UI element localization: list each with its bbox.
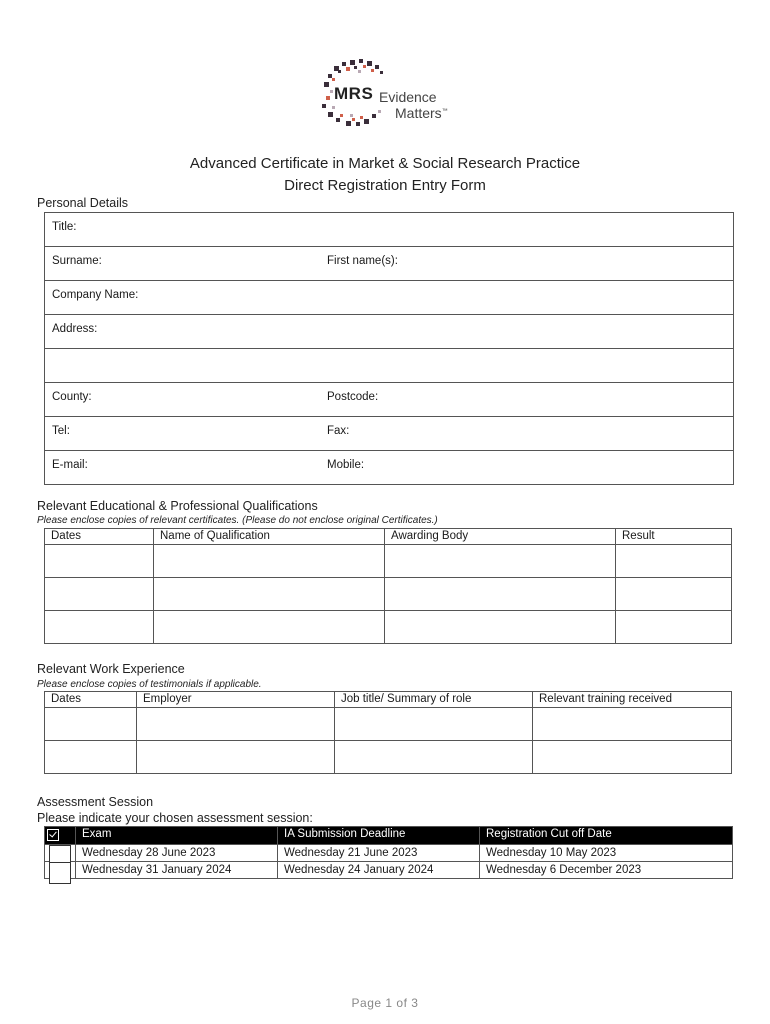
firstname-label[interactable]: First name(s): [327, 255, 398, 267]
col-employer: Employer [137, 692, 335, 708]
email-mobile-row [45, 451, 733, 484]
cutoff-date: Wednesday 6 December 2023 [480, 862, 733, 879]
session-checkbox-cell [45, 862, 76, 879]
col-dates: Dates [45, 692, 137, 708]
address-label: Address: [52, 323, 98, 335]
col-cutoff: Registration Cut off Date [480, 827, 733, 845]
table-row [45, 545, 732, 578]
address-field[interactable] [45, 315, 733, 349]
session-checkbox-cell [45, 845, 76, 862]
session-checkbox-2[interactable] [49, 862, 71, 884]
county-postcode-row [45, 383, 733, 417]
table-cell[interactable] [616, 611, 732, 644]
qualifications-table [44, 528, 732, 644]
table-cell[interactable] [616, 545, 732, 578]
address-field-line-2[interactable] [45, 349, 733, 383]
work-heading: Relevant Work Experience [37, 662, 185, 676]
surname-label[interactable]: Surname: [52, 255, 102, 267]
mrs-logo [314, 56, 454, 130]
tel-fax-row [45, 417, 733, 451]
fax-label[interactable]: Fax: [327, 425, 350, 437]
personal-details-heading: Personal Details [37, 196, 129, 210]
personal-details-box [44, 212, 734, 485]
table-header-row [45, 692, 732, 708]
table-cell[interactable] [385, 545, 616, 578]
table-row [45, 845, 733, 862]
table-cell[interactable] [154, 578, 385, 611]
table-row [45, 578, 732, 611]
name-row [45, 247, 733, 281]
tel-label[interactable]: Tel: [52, 425, 70, 437]
col-dates: Dates [45, 529, 154, 545]
col-job-title: Job title/ Summary of role [335, 692, 533, 708]
header-check-cell [45, 827, 76, 845]
assessment-instruction: Please indicate your chosen assessment session: [37, 811, 313, 825]
table-cell[interactable] [533, 708, 732, 741]
logo-tagline-2: Matters™ [395, 105, 448, 121]
title-field[interactable] [45, 213, 733, 247]
col-exam: Exam [76, 827, 278, 845]
table-row [45, 862, 733, 879]
assessment-heading: Assessment Session [37, 795, 154, 809]
table-row [45, 708, 732, 741]
company-label: Company Name: [52, 289, 139, 301]
table-cell[interactable] [335, 708, 533, 741]
table-cell[interactable] [335, 741, 533, 774]
work-note: Please enclose copies of testimonials if applicable. [37, 679, 262, 690]
table-cell[interactable] [533, 741, 732, 774]
company-field[interactable] [45, 281, 733, 315]
table-cell[interactable] [45, 578, 154, 611]
table-cell[interactable] [137, 708, 335, 741]
county-label[interactable]: County: [52, 391, 92, 403]
table-cell[interactable] [45, 545, 154, 578]
table-cell[interactable] [137, 741, 335, 774]
table-row [45, 611, 732, 644]
exam-date: Wednesday 28 June 2023 [76, 845, 278, 862]
table-cell[interactable] [154, 545, 385, 578]
col-awarding-body: Awarding Body [385, 529, 616, 545]
cutoff-date: Wednesday 10 May 2023 [480, 845, 733, 862]
table-cell[interactable] [45, 708, 137, 741]
table-header-row [45, 827, 733, 845]
logo-tagline-1: Evidence [379, 89, 437, 105]
col-qualification: Name of Qualification [154, 529, 385, 545]
table-header-row [45, 529, 732, 545]
col-ia-deadline: IA Submission Deadline [278, 827, 480, 845]
table-cell[interactable] [154, 611, 385, 644]
logo-brand: MRS [334, 84, 374, 103]
work-table [44, 691, 732, 774]
assessment-table [44, 826, 733, 879]
ia-deadline: Wednesday 21 June 2023 [278, 845, 480, 862]
table-row [45, 741, 732, 774]
table-cell[interactable] [385, 611, 616, 644]
table-cell[interactable] [385, 578, 616, 611]
table-cell[interactable] [45, 741, 137, 774]
col-result: Result [616, 529, 732, 545]
table-cell[interactable] [45, 611, 154, 644]
form-title: Advanced Certificate in Market & Social Research Practice [189, 155, 581, 172]
postcode-label[interactable]: Postcode: [327, 391, 379, 403]
page-number: Page 1 of 3 [351, 996, 419, 1010]
exam-date: Wednesday 31 January 2024 [76, 862, 278, 879]
title-label: Title: [52, 221, 77, 233]
ia-deadline: Wednesday 24 January 2024 [278, 862, 480, 879]
mobile-label[interactable]: Mobile: [327, 459, 365, 471]
qualifications-note: Please enclose copies of relevant certificates. (Please do not enclose original Certificates.) [37, 515, 438, 526]
form-subtitle: Direct Registration Entry Form [284, 177, 486, 194]
table-cell[interactable] [616, 578, 732, 611]
email-label[interactable]: E-mail: [52, 459, 88, 471]
qualifications-heading: Relevant Educational & Professional Qualifications [37, 499, 318, 513]
col-training: Relevant training received [533, 692, 732, 708]
checkbox-icon [47, 829, 59, 841]
